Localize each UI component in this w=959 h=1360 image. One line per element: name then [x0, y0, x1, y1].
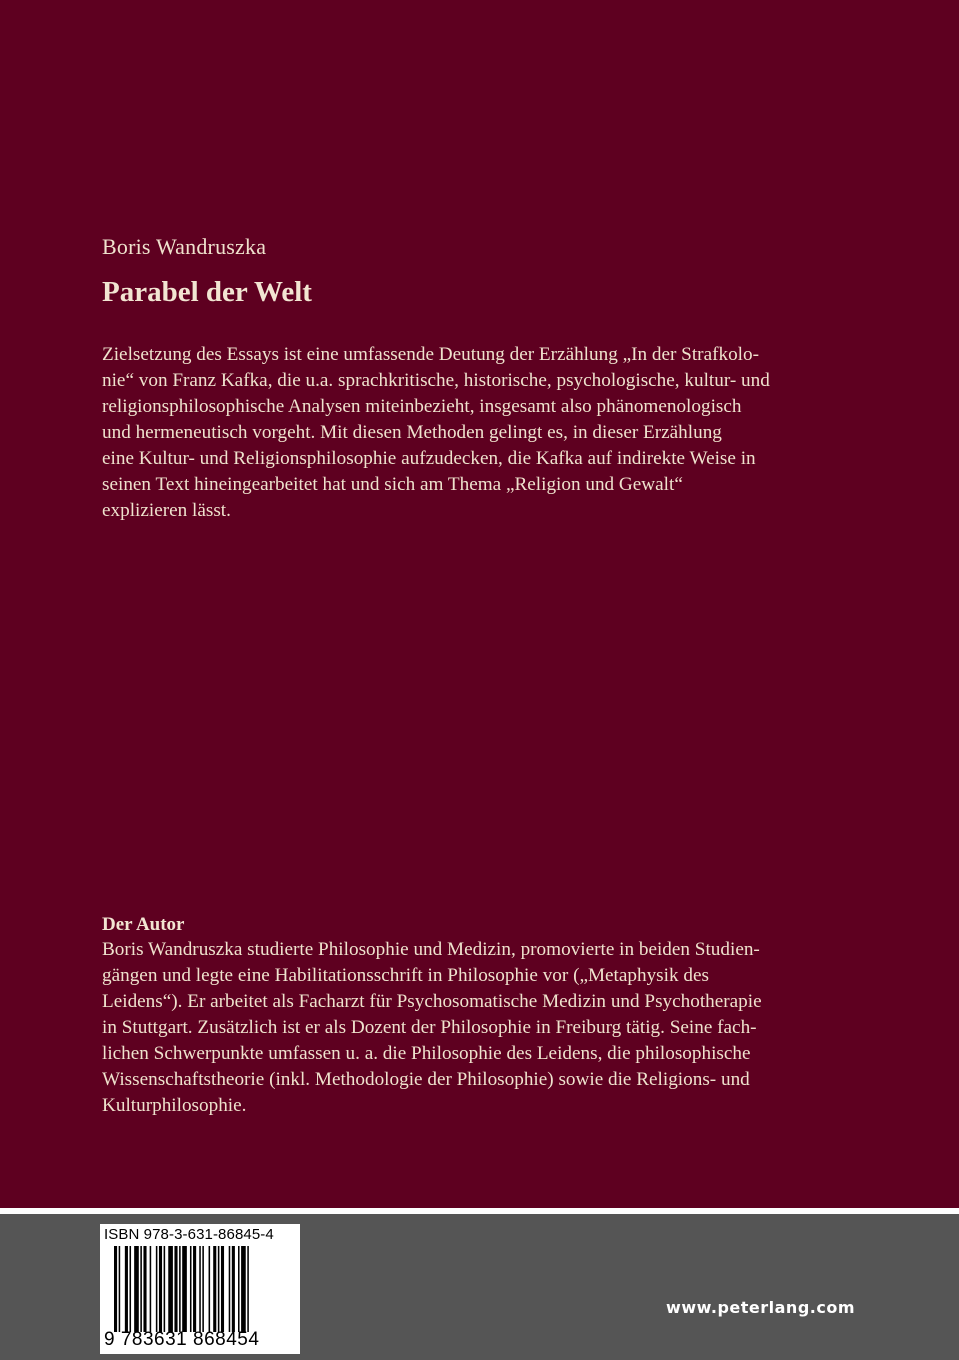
book-title: Parabel der Welt: [102, 276, 312, 308]
description-line: eine Kultur- und Religionsphilosophie aufzudecken, die Kafka auf indirekte Weise in: [102, 448, 756, 469]
barcode-bar: [134, 1246, 139, 1332]
about-author-text: [102, 937, 852, 1119]
about-author-line: Kulturphilosophie.: [102, 1095, 247, 1116]
barcode-bar: [182, 1246, 187, 1332]
barcode-bar: [193, 1246, 196, 1332]
barcode-bar: [156, 1246, 158, 1332]
barcode-bar: [232, 1246, 235, 1332]
barcode-bar: [247, 1246, 249, 1332]
barcode-bar: [202, 1246, 204, 1332]
barcode-bar: [159, 1246, 162, 1332]
barcode-bar: [221, 1246, 224, 1332]
barcode-bar: [179, 1246, 181, 1332]
barcode-bar: [143, 1246, 146, 1332]
barcode-bar: [238, 1246, 240, 1332]
barcode-bar: [119, 1246, 121, 1332]
barcode-bar: [125, 1246, 128, 1332]
publisher-website: www.peterlang.com: [666, 1298, 855, 1317]
barcode-bar: [114, 1246, 117, 1332]
description-line: explizieren lässt.: [102, 500, 231, 521]
book-author: Boris Wandruszka: [102, 234, 267, 259]
isbn-number: ISBN 978-3-631-86845-4: [104, 1226, 274, 1243]
barcode-bar: [241, 1246, 246, 1332]
barcode-bar: [199, 1246, 201, 1332]
barcode-bar: [168, 1246, 173, 1332]
barcode-bar: [130, 1246, 132, 1332]
about-author-heading: Der Autor: [102, 914, 185, 935]
barcode-bar: [174, 1246, 177, 1332]
barcode-bar: [229, 1246, 231, 1332]
barcode-label: [100, 1224, 300, 1354]
about-author-line: in Stuttgart. Zusätzlich ist er als Dozent der Philosophie in Freiburg tätig. Seine fach-: [102, 1017, 757, 1038]
description-line: und hermeneutisch vorgeht. Mit diesen Methoden gelingt es, in dieser Erzählung: [102, 422, 722, 443]
book-description: [102, 342, 847, 524]
barcode-bar: [190, 1246, 192, 1332]
about-author-line: lichen Schwerpunkte umfassen u. a. die Philosophie des Leidens, die philosophische: [102, 1043, 751, 1064]
barcode-bar: [150, 1246, 152, 1332]
description-line: religionsphilosophische Analysen miteinbezieht, insgesamt also phänomenologisch: [102, 396, 742, 417]
barcode-icon: [114, 1246, 294, 1332]
barcode-bar: [209, 1246, 211, 1332]
about-author-line: Boris Wandruszka studierte Philosophie und Medizin, promovierte in beiden Studien-: [102, 939, 760, 960]
barcode-bar: [140, 1246, 142, 1332]
ean-digits: 9 783631 868454: [104, 1329, 260, 1350]
about-author-line: Wissenschaftstheorie (inkl. Methodologie der Philosophie) sowie die Religions- und: [102, 1069, 750, 1090]
description-line: Zielsetzung des Essays ist eine umfassende Deutung der Erzählung „In der Strafkolo-: [102, 344, 759, 365]
description-line: seinen Text hineingearbeitet hat und sich am Thema „Religion und Gewalt“: [102, 474, 683, 495]
barcode-bar: [164, 1246, 166, 1332]
description-line: nie“ von Franz Kafka, die u.a. sprachkritische, historische, psychologische, kultur- und: [102, 370, 770, 391]
barcode-bar: [218, 1246, 220, 1332]
about-author-line: gängen und legte eine Habilitationsschrift in Philosophie vor („Metaphysik des: [102, 965, 709, 986]
barcode-bar: [213, 1246, 216, 1332]
about-author-line: Leidens“). Er arbeitet als Facharzt für Psychosomatische Medizin und Psychotherapie: [102, 991, 762, 1012]
